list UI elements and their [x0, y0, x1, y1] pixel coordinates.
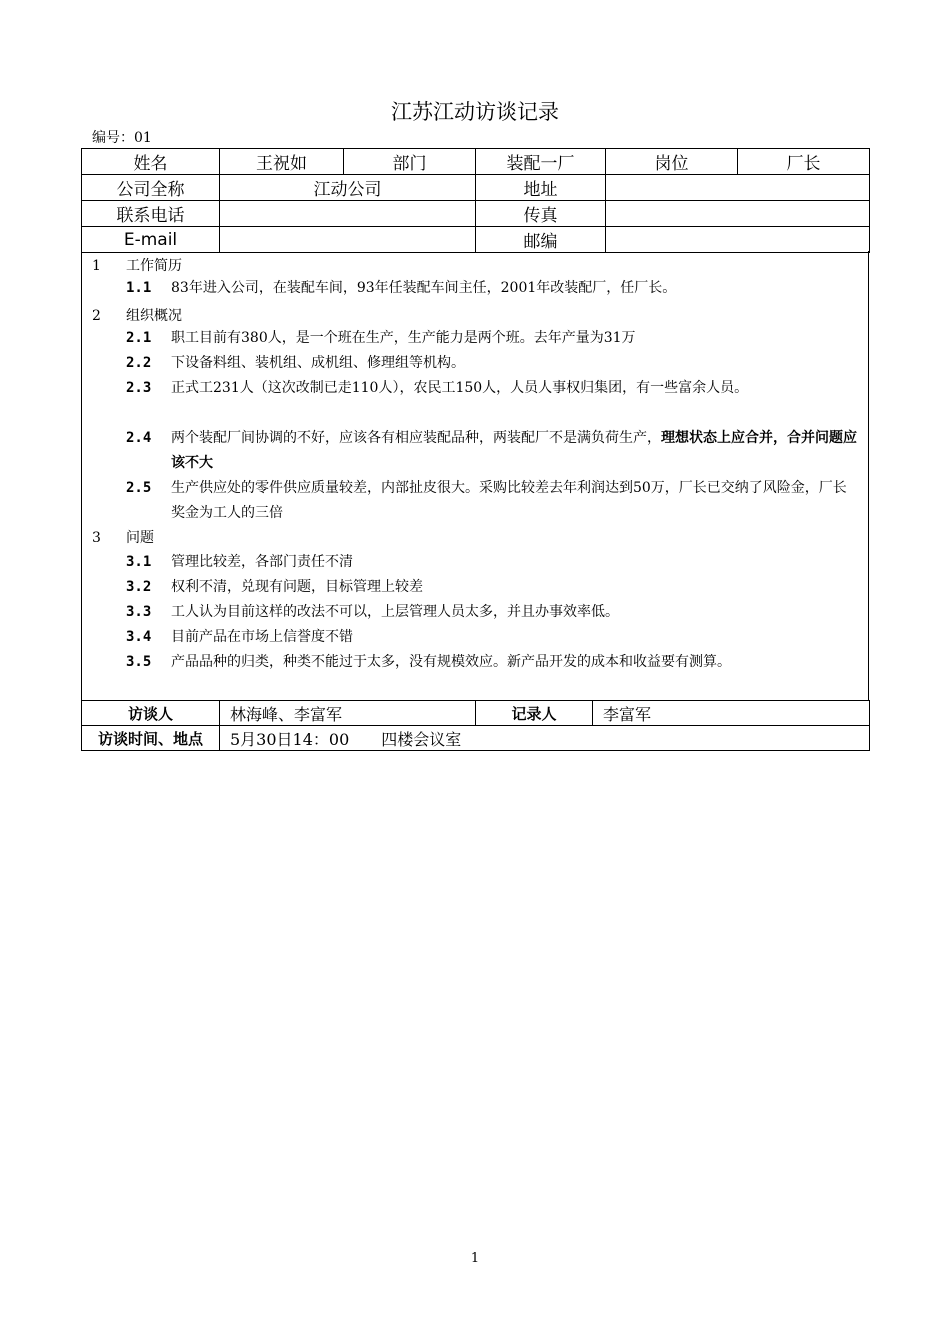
item-number: 3.1	[126, 554, 152, 570]
zip-label: 邮编	[476, 227, 606, 253]
phone-value	[220, 201, 476, 227]
item-text: 生产供应处的零件供应质量较差，内部扯皮很大。采购比较差去年利润达到50万，厂长已交纳了风险金，厂长奖金为工人的三倍	[171, 480, 847, 521]
list-item	[126, 476, 860, 526]
item-number: 2.3	[126, 380, 152, 396]
post-label: 岗位	[606, 149, 738, 175]
item-text: 职工目前有380人，是一个班在生产，生产能力是两个班。去年产量为31万	[171, 330, 636, 346]
page-number: 1	[470, 1251, 480, 1266]
list-item	[126, 550, 860, 575]
section-number: 1	[92, 258, 101, 274]
dept-label: 部门	[344, 149, 476, 175]
post-value: 厂长	[738, 149, 870, 175]
list-item	[126, 276, 860, 301]
interviewer-value: 林海峰、李富军	[220, 701, 476, 726]
phone-label: 联系电话	[82, 201, 220, 227]
section-heading	[92, 527, 154, 547]
name-label: 姓名	[82, 149, 220, 175]
fax-label: 传真	[476, 201, 606, 227]
item-text: 目前产品在市场上信誉度不错	[171, 629, 353, 645]
list-item	[126, 351, 860, 376]
item-text: 正式工231人（这次改制已走110人），农民工150人，人员人事权归集团，有一些富余人员。	[171, 380, 749, 396]
section-number: 3	[92, 530, 101, 546]
item-text-bold: 理想状态上应合并，合并问题应该不大	[171, 430, 857, 471]
item-number: 1.1	[126, 280, 152, 296]
document-title: 江苏江动访谈记录	[391, 100, 559, 124]
list-item	[126, 326, 860, 351]
item-text	[171, 426, 860, 476]
item-text: 83年进入公司，在装配车间，93年任装配车间主任，2001年改装配厂，任厂长。	[171, 280, 677, 296]
time-place-label: 访谈时间、地点	[82, 726, 220, 751]
item-number: 2.5	[126, 480, 152, 496]
time-place-value: 5月30日14：00 四楼会议室	[220, 726, 870, 751]
name-value: 王祝如	[220, 149, 344, 175]
item-text: 权利不清，兑现有问题，目标管理上较差	[171, 579, 423, 595]
item-text: 产品品种的归类，种类不能过于太多，没有规模效应。新产品开发的成本和收益要有测算。	[171, 654, 731, 670]
company-value: 江动公司	[220, 175, 476, 201]
list-item	[126, 426, 860, 476]
item-number: 2.1	[126, 330, 152, 346]
item-text: 管理比较差，各部门责任不清	[171, 554, 353, 570]
item-number: 2.4	[126, 430, 152, 446]
company-label: 公司全称	[82, 175, 220, 201]
section-number: 2	[92, 308, 101, 324]
list-item	[126, 600, 860, 625]
section-title: 组织概况	[126, 308, 182, 324]
dept-value: 装配一厂	[476, 149, 606, 175]
list-item	[126, 575, 860, 600]
section-title: 工作简历	[126, 258, 182, 274]
item-number: 3.3	[126, 604, 152, 620]
item-number: 3.5	[126, 654, 152, 670]
item-text: 工人认为目前这样的改法不可以，上层管理人员太多，并且办事效率低。	[171, 604, 619, 620]
section-heading	[92, 255, 182, 275]
recorder-value: 李富军	[593, 701, 870, 726]
item-text-normal: 两个装配厂间协调的不好，应该各有相应装配品种，两装配厂不是满负荷生产，	[171, 430, 661, 446]
info-table	[81, 148, 870, 253]
zip-value	[606, 227, 870, 253]
footer-table	[81, 700, 870, 751]
item-number: 3.2	[126, 579, 152, 595]
list-item	[126, 376, 860, 401]
email-label: E-mail	[82, 227, 220, 253]
interview-content	[81, 251, 869, 700]
list-item	[126, 650, 860, 675]
document-number: 编号：01	[92, 130, 152, 146]
section-title: 问题	[126, 530, 154, 546]
list-item	[126, 625, 860, 650]
email-value	[220, 227, 476, 253]
recorder-label: 记录人	[476, 701, 593, 726]
section-heading	[92, 305, 182, 325]
address-value	[606, 175, 870, 201]
item-number: 3.4	[126, 629, 152, 645]
item-text: 下设备料组、装机组、成机组、修理组等机构。	[171, 355, 465, 371]
fax-value	[606, 201, 870, 227]
interviewer-label: 访谈人	[82, 701, 220, 726]
address-label: 地址	[476, 175, 606, 201]
item-number: 2.2	[126, 355, 152, 371]
